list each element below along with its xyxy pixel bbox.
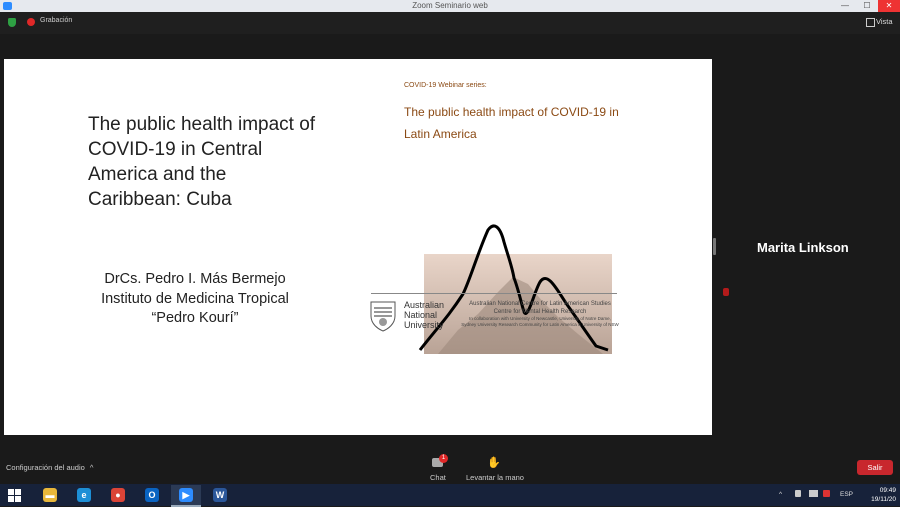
chrome-browser-icon: ● <box>111 488 125 502</box>
author-name: DrCs. Pedro I. Más Bermejo <box>104 271 286 287</box>
window-titlebar <box>0 0 900 12</box>
meeting-toolbar <box>0 452 900 484</box>
minimize-button[interactable]: — <box>841 1 849 10</box>
slide-title: The public health impact of COVID-19 in Central America and the Caribbean: Cuba <box>88 114 316 210</box>
windows-start-icon[interactable] <box>8 489 21 502</box>
clock-date: 19/11/20 <box>871 496 896 503</box>
clock-time: 09:49 <box>879 487 896 494</box>
speaker-icon[interactable] <box>795 490 801 497</box>
chat-button[interactable]: Chat <box>430 473 446 482</box>
university-line-3: University <box>404 320 444 330</box>
raise-hand-button[interactable]: Levantar la mano <box>466 473 524 482</box>
author-institute: Instituto de Medicina Tropical <box>101 290 289 307</box>
recording-label: Grabación <box>40 17 73 24</box>
mountain-illustration <box>418 222 618 354</box>
panel-resize-handle[interactable] <box>713 238 716 255</box>
taskbar-edge[interactable] <box>69 485 99 505</box>
edge-browser-icon: e <box>77 488 91 502</box>
taskbar-chrome[interactable] <box>103 485 133 505</box>
author-institute-name: “Pedro Kourí” <box>151 310 239 326</box>
zoom-icon: ▶ <box>179 488 193 502</box>
talk-line-1: The public health impact of COVID-19 in <box>404 105 619 119</box>
university-line-1: Australian <box>404 300 445 310</box>
audio-settings-label: Configuración del audio <box>6 463 85 472</box>
collab-line-2: Sydney University Research Community for Latin America & University of NSW <box>461 322 619 327</box>
folder-icon: ▬ <box>43 488 57 502</box>
collab-line-1: In collaboration with University of Newcastle, University of Notre Dame, <box>469 316 611 321</box>
taskbar-zoom[interactable] <box>171 485 201 507</box>
chat-unread-badge: 1 <box>439 454 448 463</box>
centre-line-1: Australian National Centre for Latin American Studies <box>469 301 611 307</box>
talk-line-2: Latin America <box>404 127 477 141</box>
mic-muted-icon <box>723 288 729 296</box>
webinar-talk-title <box>404 101 644 145</box>
network-icon[interactable] <box>809 490 818 497</box>
tray-overflow-chevron-icon[interactable]: ^ <box>779 491 783 498</box>
leave-button[interactable]: Salir <box>857 460 893 475</box>
recording-icon <box>27 18 35 26</box>
chevron-up-icon: ^ <box>89 463 94 472</box>
taskbar-outlook[interactable] <box>137 485 167 505</box>
view-button[interactable]: Vista <box>876 17 893 26</box>
input-language[interactable]: ESP <box>840 491 854 498</box>
centre-line-2: Centre for Mental Health Research <box>493 308 587 315</box>
webinar-series-label: COVID-19 Webinar series: <box>404 82 487 89</box>
university-line-2: National <box>404 310 438 320</box>
maximize-button[interactable]: ☐ <box>863 1 871 10</box>
university-name <box>404 300 444 330</box>
slide-author <box>80 270 310 329</box>
centres-text <box>455 301 625 328</box>
university-crest-icon <box>368 298 398 332</box>
close-button[interactable]: ✕ <box>878 0 900 12</box>
word-icon: W <box>213 488 227 502</box>
logo-divider <box>371 293 617 294</box>
windows-taskbar <box>0 484 900 506</box>
taskbar-file-explorer[interactable] <box>35 485 65 505</box>
participant-name: Marita Linkson <box>757 240 849 255</box>
raise-hand-icon[interactable]: ✋ <box>487 457 501 469</box>
taskbar-clock[interactable] <box>862 486 896 504</box>
window-title: Zoom Seminario web <box>412 1 488 10</box>
outlook-icon: O <box>145 488 159 502</box>
notification-app-icon[interactable] <box>823 490 830 497</box>
shield-icon[interactable] <box>8 18 16 27</box>
meeting-topbar <box>0 12 900 34</box>
taskbar-word[interactable] <box>205 485 235 505</box>
audio-settings-button[interactable] <box>6 463 93 472</box>
grid-view-icon[interactable] <box>866 18 875 27</box>
